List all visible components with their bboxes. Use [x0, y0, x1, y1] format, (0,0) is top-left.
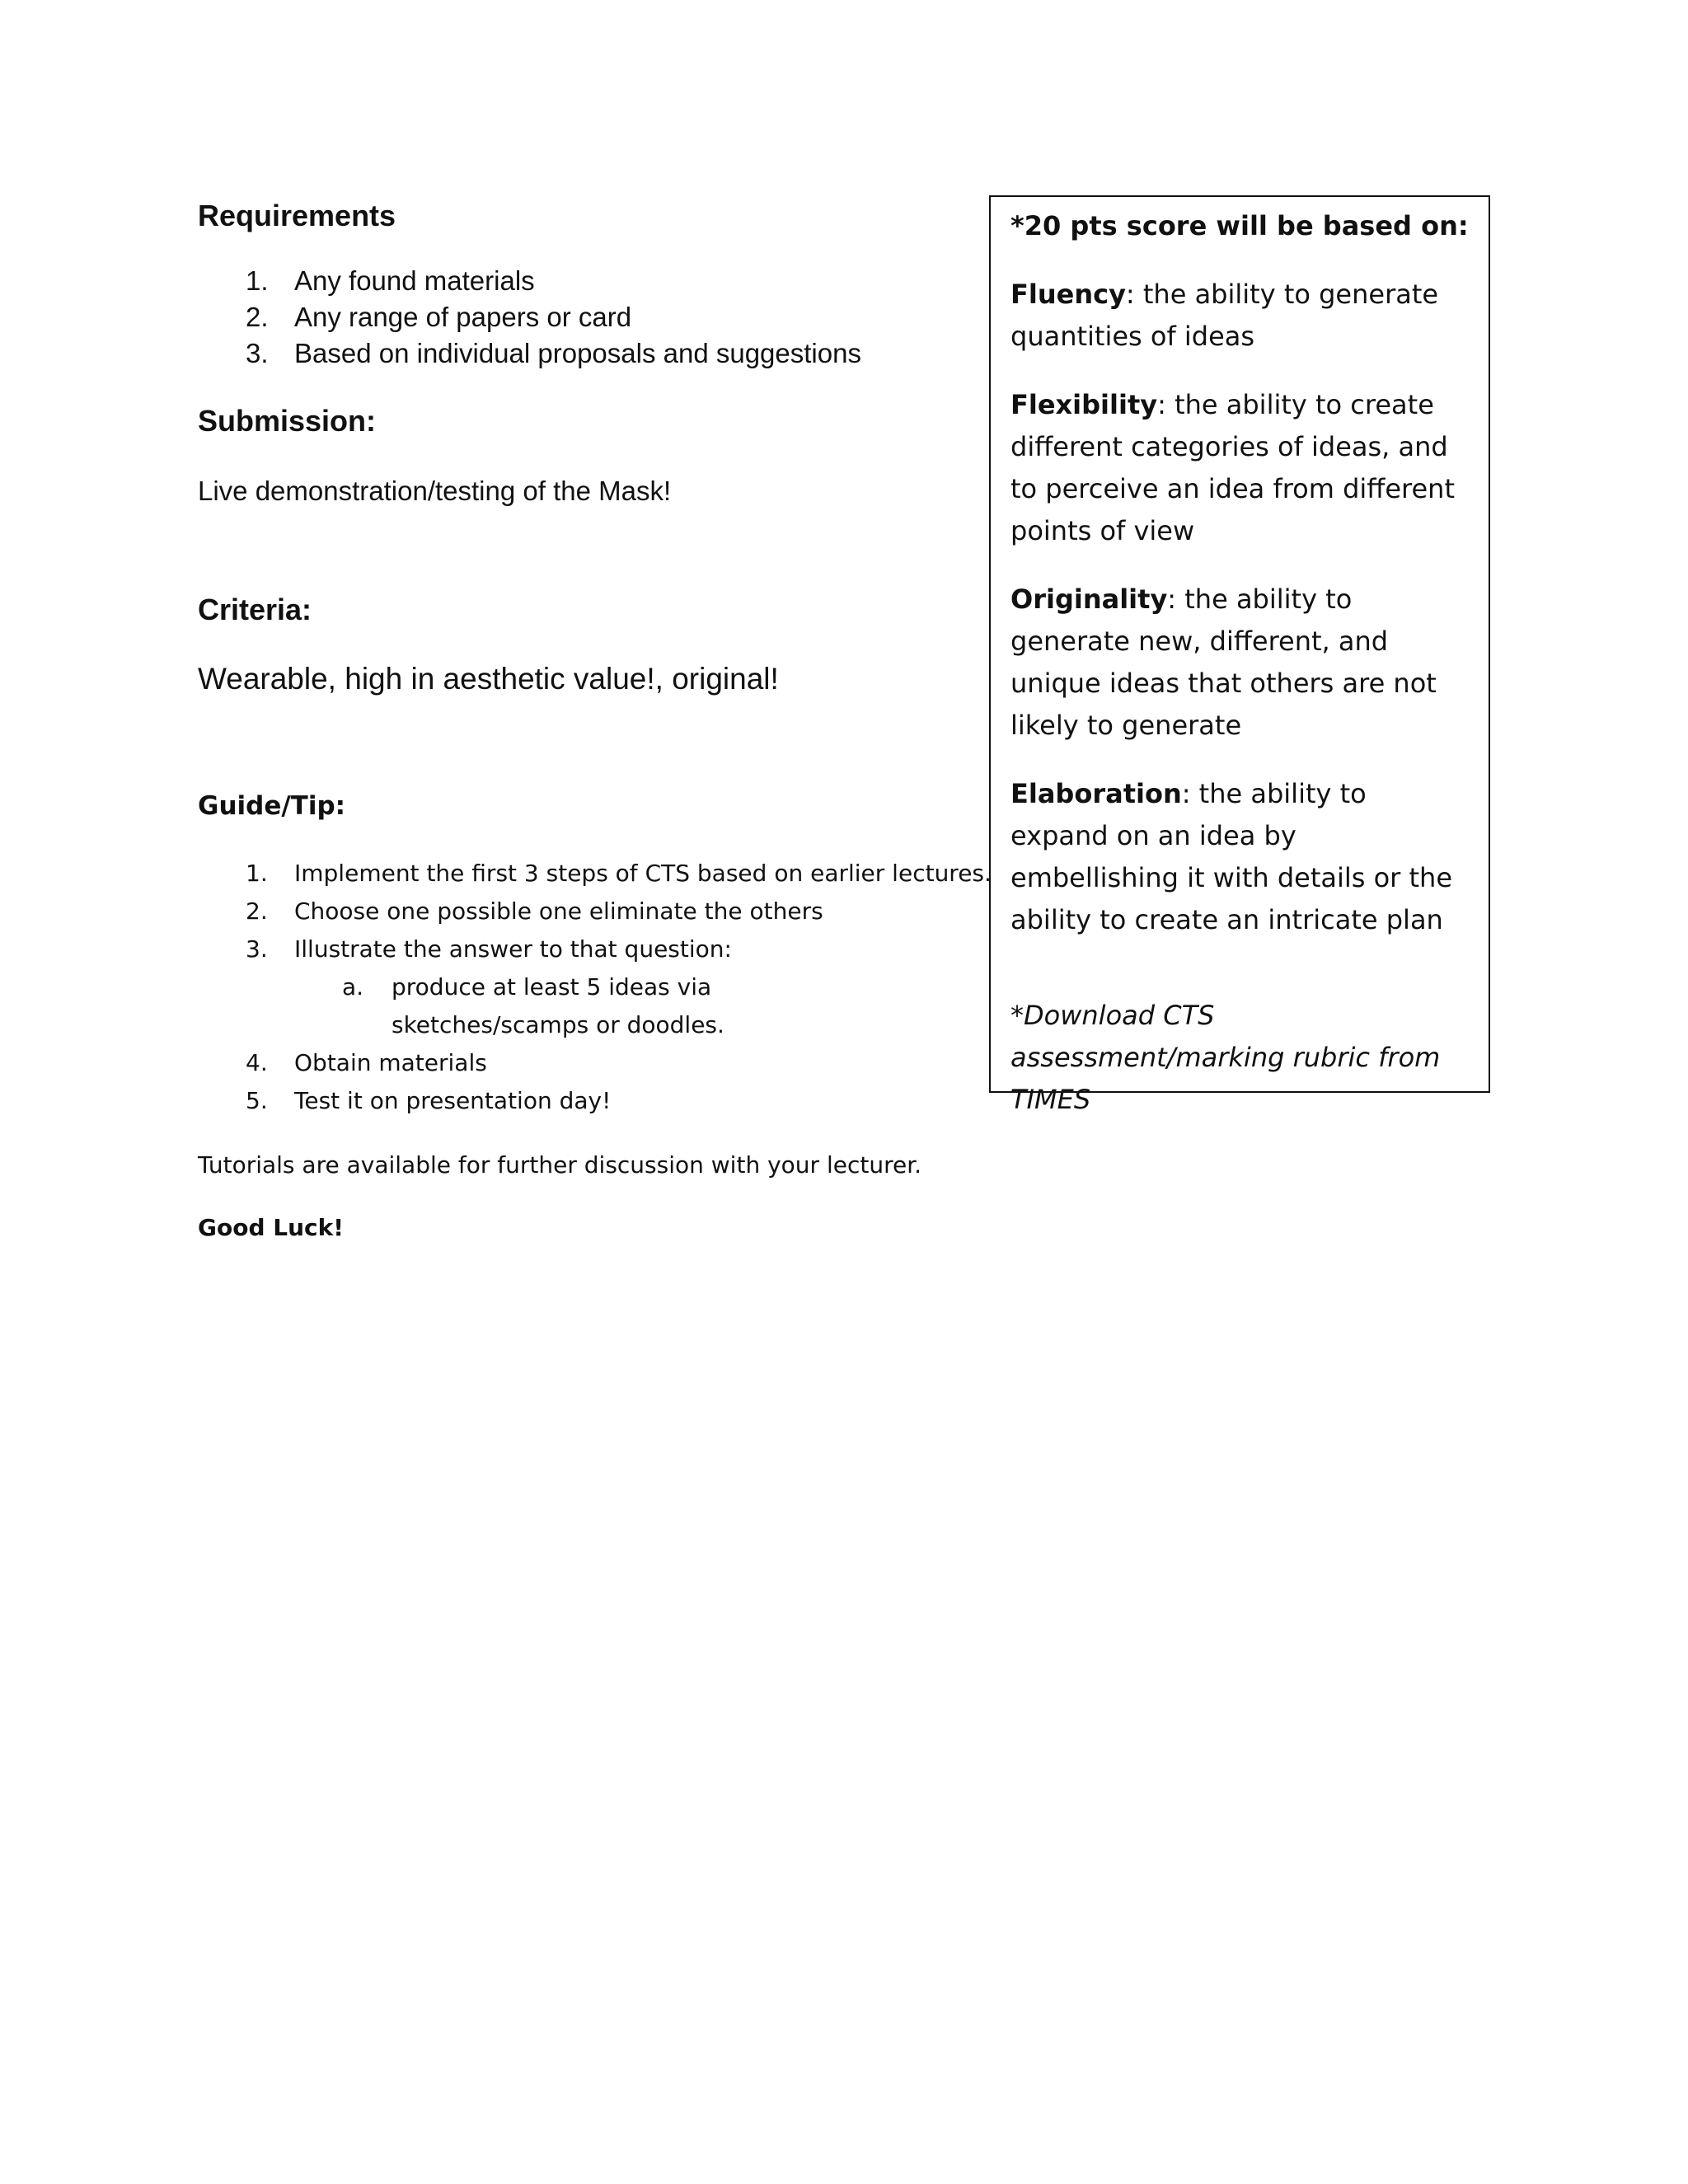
criterion-originality	[1010, 579, 1470, 747]
assignment-details	[198, 190, 992, 1247]
criterion-definition: : the ability to create different categories of ideas, and to perceive an idea from different points of view	[1010, 389, 1455, 546]
list-item-text: Based on individual proposals and suggestions	[294, 338, 861, 369]
list-item	[198, 855, 992, 893]
criterion-term: Originality	[1010, 583, 1168, 615]
good-luck-text: Good Luck!	[198, 1213, 345, 1241]
list-number: 2.	[246, 302, 269, 333]
sub-list-item-text: produce at least 5 ideas via sketches/scamps or doodles.	[392, 972, 724, 1038]
guide-sub-list	[294, 968, 964, 1044]
list-item	[198, 299, 964, 335]
list-item	[198, 1044, 964, 1082]
list-item-text: Obtain materials	[294, 1048, 487, 1076]
criterion-term: Fluency	[1010, 279, 1126, 310]
sub-list-item	[294, 968, 787, 1044]
criterion-term: Flexibility	[1010, 389, 1158, 420]
list-number: 1.	[246, 859, 268, 887]
list-item-text: Any found materials	[294, 265, 535, 297]
criterion-fluency	[1010, 274, 1470, 358]
submission-heading: Submission:	[198, 404, 377, 438]
criterion-elaboration	[1010, 773, 1470, 941]
criteria-heading: Criteria:	[198, 593, 312, 627]
list-item-text: Any range of papers or card	[294, 302, 632, 333]
requirements-heading: Requirements	[198, 199, 396, 232]
list-item	[198, 1082, 964, 1120]
list-item-text: Illustrate the answer to that question:	[294, 935, 732, 963]
list-letter: a.	[342, 972, 364, 1001]
scoring-criteria-box	[989, 195, 1490, 1115]
list-item	[198, 263, 964, 299]
criterion-definition: : the ability to generate quantities of ideas	[1010, 279, 1439, 352]
list-item-text: Implement the first 3 steps of CTS based on earlier lectures.	[294, 859, 992, 887]
list-item	[198, 893, 964, 930]
criterion-definition: : the ability to generate new, different, and unique ideas that others are not likely to generate	[1010, 583, 1437, 741]
criterion-flexibility	[1010, 384, 1470, 552]
list-item-text: Test it on presentation day!	[294, 1086, 612, 1114]
tutorials-note: Tutorials are available for further discussion with your lecturer.	[198, 1151, 922, 1179]
list-item-text: Choose one possible one eliminate the others	[294, 897, 823, 925]
criteria-text: Wearable, high in aesthetic value!, original!	[198, 661, 779, 696]
download-rubric-note: *Download CTS assessment/marking rubric from TIMES	[1010, 1000, 1441, 1115]
guide-heading: Guide/Tip:	[198, 790, 346, 821]
list-item	[198, 930, 964, 1044]
list-number: 2.	[246, 897, 268, 925]
list-item	[198, 335, 964, 372]
guide-list	[198, 855, 992, 1120]
list-number: 3.	[246, 935, 268, 963]
score-box-title: *20 pts score will be based on:	[1010, 210, 1469, 241]
list-number: 5.	[246, 1086, 268, 1114]
submission-text: Live demonstration/testing of the Mask!	[198, 476, 672, 507]
criterion-definition: : the ability to expand on an idea by embellishing it with details or the ability to create an intricate plan	[1010, 778, 1453, 935]
list-number: 1.	[246, 265, 269, 297]
criterion-term: Elaboration	[1010, 778, 1182, 809]
list-number: 3.	[246, 338, 269, 369]
requirements-list	[198, 263, 964, 372]
list-number: 4.	[246, 1048, 268, 1076]
